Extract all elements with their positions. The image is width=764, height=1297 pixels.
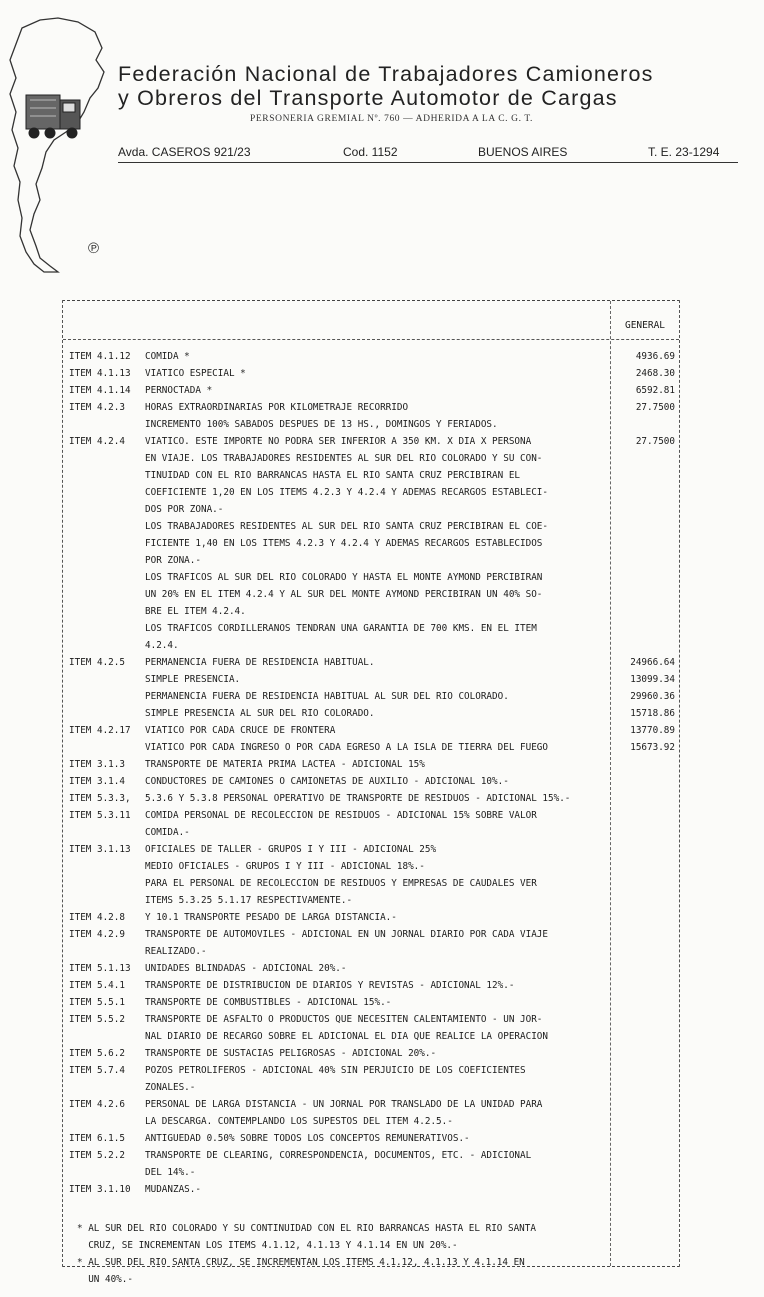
item-description: TRANSPORTE DE CLEARING, CORRESPONDENCIA, DOCUMENTOS, ETC. - ADICIONAL: [145, 1150, 532, 1161]
item-code: ITEM 4.2.3: [69, 402, 125, 413]
phone-number: T. E. 23-1294: [648, 145, 720, 159]
item-code: ITEM 5.2.2: [69, 1150, 125, 1161]
item-value: 15718.86: [630, 708, 675, 719]
item-description: 5.3.6 Y 5.3.8 PERSONAL OPERATIVO DE TRANSPORTE DE RESIDUOS - ADICIONAL 15%.-: [145, 793, 571, 804]
organization-name-line2: y Obreros del Transporte Automotor de Cargas: [118, 86, 618, 110]
item-description: PERSONAL DE LARGA DISTANCIA - UN JORNAL POR TRANSLADO DE LA UNIDAD PARA: [145, 1099, 543, 1110]
item-code: ITEM 5.1.13: [69, 963, 131, 974]
item-description: COMIDA *: [145, 351, 190, 362]
item-code: ITEM 4.1.13: [69, 368, 131, 379]
organization-name-line1: Federación Nacional de Trabajadores Camioneros: [118, 62, 654, 86]
item-description: TRANSPORTE DE ASFALTO O PRODUCTOS QUE NECESITEN CALENTAMIENTO - UN JOR-: [145, 1014, 543, 1025]
item-code: ITEM 3.1.10: [69, 1184, 131, 1195]
item-description: OFICIALES DE TALLER - GRUPOS I Y III - ADICIONAL 25%: [145, 844, 437, 855]
item-description: LOS TRAFICOS AL SUR DEL RIO COLORADO Y HASTA EL MONTE AYMOND PERCIBIRAN: [145, 572, 543, 583]
item-description: COEFICIENTE 1,20 EN LOS ITEMS 4.2.3 Y 4.2.4 Y ADEMAS RECARGOS ESTABLECI-: [145, 487, 548, 498]
item-code: ITEM 5.5.2: [69, 1014, 125, 1025]
item-code: ITEM 4.1.12: [69, 351, 131, 362]
item-description: UN 20% EN EL ITEM 4.2.4 Y AL SUR DEL MONTE AYMOND PERCIBIRAN UN 40% SO-: [145, 589, 543, 600]
item-value: 29960.36: [630, 691, 675, 702]
item-code: ITEM 5.6.2: [69, 1048, 125, 1059]
item-description: BRE EL ITEM 4.2.4.: [145, 606, 246, 617]
item-description: LOS TRAFICOS CORDILLERANOS TENDRAN UNA GARANTIA DE 700 KMS. EN EL ITEM: [145, 623, 537, 634]
item-code: ITEM 3.1.13: [69, 844, 131, 855]
item-code: ITEM 5.3.3,: [69, 793, 131, 804]
item-code: ITEM 4.1.14: [69, 385, 131, 396]
item-description: ITEMS 5.3.25 5.1.17 RESPECTIVAMENTE.-: [145, 895, 353, 906]
item-code: ITEM 5.7.4: [69, 1065, 125, 1076]
item-description: DOS POR ZONA.-: [145, 504, 224, 515]
item-description: MEDIO OFICIALES - GRUPOS I Y III - ADICIONAL 18%.-: [145, 861, 425, 872]
item-code: ITEM 5.5.1: [69, 997, 125, 1008]
item-description: LA DESCARGA. CONTEMPLANDO LOS SUPESTOS DEL ITEM 4.2.5.-: [145, 1116, 453, 1127]
handwritten-mark: ℗: [88, 240, 100, 257]
item-description: TINUIDAD CON EL RIO BARRANCAS HASTA EL RIO SANTA CRUZ PERCIBIRAN EL: [145, 470, 521, 481]
column-divider: [610, 301, 611, 1266]
item-description: TRANSPORTE DE SUSTACIAS PELIGROSAS - ADICIONAL 20%.-: [145, 1048, 437, 1059]
postal-code: Cod. 1152: [343, 145, 398, 159]
item-description: TRANSPORTE DE AUTOMOVILES - ADICIONAL EN UN JORNAL DIARIO POR CADA VIAJE: [145, 929, 548, 940]
item-description: HORAS EXTRAORDINARIAS POR KILOMETRAJE RECORRIDO: [145, 402, 409, 413]
item-description: FICIENTE 1,40 EN LOS ITEMS 4.2.3 Y 4.2.4 Y ADEMAS RECARGOS ESTABLECIDOS: [145, 538, 543, 549]
item-value: 27.7500: [635, 402, 675, 413]
item-code: ITEM 5.4.1: [69, 980, 125, 991]
item-description: ANTIGUEDAD 0.50% SOBRE TODOS LOS CONCEPTOS REMUNERATIVOS.-: [145, 1133, 470, 1144]
item-code: ITEM 3.1.4: [69, 776, 125, 787]
item-description: TRANSPORTE DE COMBUSTIBLES - ADICIONAL 15%.-: [145, 997, 392, 1008]
item-description: VIATICO ESPECIAL *: [145, 368, 246, 379]
item-description: EN VIAJE. LOS TRABAJADORES RESIDENTES AL SUR DEL RIO COLORADO Y SU CON-: [145, 453, 543, 464]
item-code: ITEM 3.1.3: [69, 759, 125, 770]
item-description: REALIZADO.-: [145, 946, 207, 957]
item-code: ITEM 5.3.11: [69, 810, 131, 821]
footnote-line: * AL SUR DEL RIO SANTA CRUZ, SE INCREMENTAN LOS ITEMS 4.1.12, 4.1.13 Y 4.1.14 EN: [77, 1257, 525, 1268]
item-description: MUDANZAS.-: [145, 1184, 201, 1195]
item-description: SIMPLE PRESENCIA AL SUR DEL RIO COLORADO.: [145, 708, 375, 719]
item-code: ITEM 4.2.5: [69, 657, 125, 668]
item-value: 15673.92: [630, 742, 675, 753]
item-description: TRANSPORTE DE MATERIA PRIMA LACTEA - ADICIONAL 15%: [145, 759, 425, 770]
item-description: DEL 14%.-: [145, 1167, 196, 1178]
item-description: POZOS PETROLIFEROS - ADICIONAL 40% SIN PERJUICIO DE LOS COEFICIENTES: [145, 1065, 526, 1076]
item-value: 13099.34: [630, 674, 675, 685]
item-description: TRANSPORTE DE DISTRIBUCION DE DIARIOS Y REVISTAS - ADICIONAL 12%.-: [145, 980, 515, 991]
header-separator: [63, 339, 679, 340]
footnote-line: UN 40%.-: [77, 1274, 133, 1285]
footnote-line: * AL SUR DEL RIO COLORADO Y SU CONTINUIDAD CON EL RIO BARRANCAS HASTA EL RIO SANTA: [77, 1223, 536, 1234]
item-description: PERNOCTADA *: [145, 385, 213, 396]
item-description: COMIDA.-: [145, 827, 190, 838]
item-description: PERMANENCIA FUERA DE RESIDENCIA HABITUAL AL SUR DEL RIO COLORADO.: [145, 691, 509, 702]
item-code: ITEM 4.2.6: [69, 1099, 125, 1110]
item-value: 6592.81: [635, 385, 675, 396]
address-line: [118, 145, 738, 163]
street-address: Avda. CASEROS 921/23: [118, 145, 251, 159]
argentina-map-truck-logo: [0, 0, 120, 290]
item-description: ZONALES.-: [145, 1082, 196, 1093]
footnote-line: CRUZ, SE INCREMENTAN LOS ITEMS 4.1.12, 4.1.13 Y 4.1.14 EN UN 20%.-: [77, 1240, 458, 1251]
item-value: 4936.69: [635, 351, 675, 362]
item-code: ITEM 4.2.17: [69, 725, 131, 736]
item-description: NAL DIARIO DE RECARGO SOBRE EL ADICIONAL EL DIA QUE REALICE LA OPERACION: [145, 1031, 548, 1042]
item-value: 24966.64: [630, 657, 675, 668]
item-code: ITEM 4.2.4: [69, 436, 125, 447]
item-code: ITEM 6.1.5: [69, 1133, 125, 1144]
item-value: 13770.89: [630, 725, 675, 736]
item-description: POR ZONA.-: [145, 555, 201, 566]
item-description: UNIDADES BLINDADAS - ADICIONAL 20%.-: [145, 963, 347, 974]
item-description: VIATICO POR CADA CRUCE DE FRONTERA: [145, 725, 336, 736]
item-value: 2468.30: [635, 368, 675, 379]
item-value: 27.7500: [635, 436, 675, 447]
item-description: 4.2.4.: [145, 640, 179, 651]
column-header-general: GENERAL: [624, 320, 666, 331]
city: BUENOS AIRES: [478, 145, 568, 159]
item-code: ITEM 4.2.9: [69, 929, 125, 940]
item-description: SIMPLE PRESENCIA.: [145, 674, 241, 685]
item-description: CONDUCTORES DE CAMIONES O CAMIONETAS DE AUXILIO - ADICIONAL 10%.-: [145, 776, 509, 787]
item-description: LOS TRABAJADORES RESIDENTES AL SUR DEL RIO SANTA CRUZ PERCIBIRAN EL COE-: [145, 521, 548, 532]
item-description: VIATICO POR CADA INGRESO O POR CADA EGRESO A LA ISLA DE TIERRA DEL FUEGO: [145, 742, 548, 753]
item-description: COMIDA PERSONAL DE RECOLECCION DE RESIDUOS - ADICIONAL 15% SOBRE VALOR: [145, 810, 537, 821]
rates-table: [62, 300, 680, 1285]
organization-subtitle: PERSONERIA GREMIAL Nº. 760 — ADHERIDA A LA C. G. T.: [250, 114, 534, 124]
item-description: INCREMENTO 100% SABADOS DESPUES DE 13 HS., DOMINGOS Y FERIADOS.: [145, 419, 498, 430]
item-description: PERMANENCIA FUERA DE RESIDENCIA HABITUAL.: [145, 657, 375, 668]
item-code: ITEM 4.2.8: [69, 912, 125, 923]
item-description: PARA EL PERSONAL DE RECOLECCION DE RESIDUOS Y EMPRESAS DE CAUDALES VER: [145, 878, 537, 889]
item-description: VIATICO. ESTE IMPORTE NO PODRA SER INFERIOR A 350 KM. X DIA X PERSONA: [145, 436, 532, 447]
item-description: Y 10.1 TRANSPORTE PESADO DE LARGA DISTANCIA.-: [145, 912, 397, 923]
